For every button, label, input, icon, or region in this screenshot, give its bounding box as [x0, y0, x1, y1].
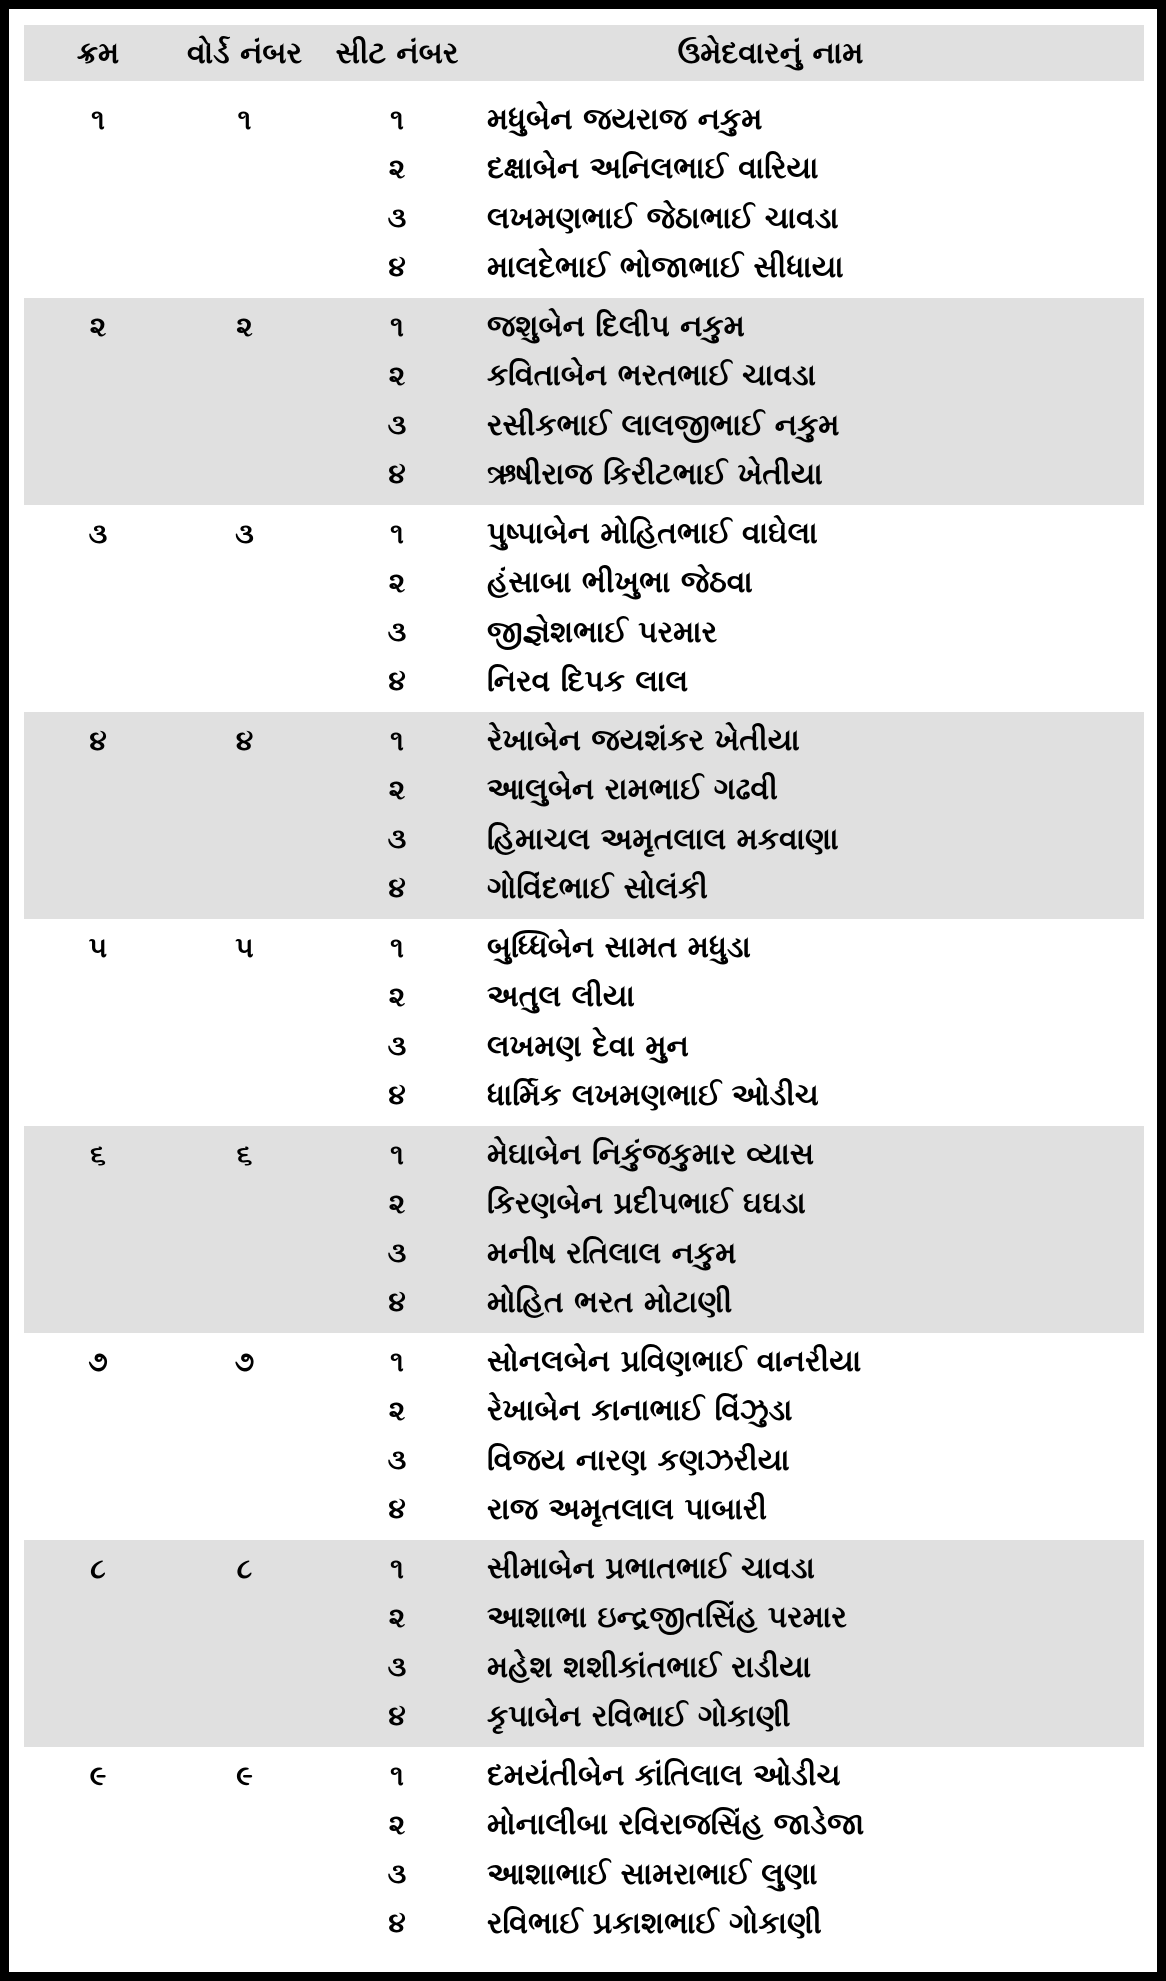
table-row	[317, 558, 1144, 607]
candidate-name: સીમાબેન પ્રભાતભાઈ ચાવડા	[487, 1551, 815, 1587]
table-header	[24, 25, 1144, 81]
candidate-name: મોહિત ભરત મોટાણી	[487, 1284, 733, 1320]
candidate-name: હિમાચલ અમૃતલાલ મકવાણા	[487, 821, 839, 857]
ward-number: ૬	[236, 1138, 253, 1171]
table-row	[317, 972, 1144, 1021]
ward-group	[24, 712, 1144, 919]
ward-number: ૨	[236, 310, 253, 343]
header-serial: ક્રમ	[76, 35, 120, 71]
table-row	[317, 1179, 1144, 1228]
table-row	[317, 1229, 1144, 1278]
ward-number: ૭	[234, 1345, 255, 1378]
serial-number: ૪	[89, 724, 107, 757]
table-row	[317, 815, 1144, 864]
candidate-name: હંસાબા ભીખુભા જેઠવા	[487, 565, 753, 601]
serial-number: ૫	[88, 931, 108, 964]
candidate-name: કૃપાબેન રવિભાઈ ગોકાણી	[487, 1698, 791, 1734]
seat-number: ૧	[390, 309, 404, 343]
serial-number: ૨	[89, 310, 107, 343]
candidate-name: રેખાબેન કાનાભાઈ વિંઝુડા	[487, 1393, 793, 1429]
seat-number: ૩	[387, 201, 407, 235]
seat-number: ૩	[387, 822, 407, 856]
seat-number: ૪	[388, 1285, 406, 1319]
candidate-name: મનીષ રતિલાલ નકુમ	[487, 1235, 737, 1271]
seat-number: ૧	[390, 1137, 404, 1171]
candidate-name: મોનાલીબા રવિરાજસિંહ જાડેજા	[487, 1807, 865, 1843]
candidate-name: દક્ષાબેન અનિલભાઈ વારિયા	[487, 151, 819, 187]
table-row	[317, 1643, 1144, 1692]
candidate-table	[24, 25, 1144, 1954]
candidate-name: કવિતાબેન ભરતભાઈ ચાવડા	[487, 358, 816, 394]
candidate-name: મેઘાબેન નિકુંજકુમાર વ્યાસ	[487, 1137, 815, 1173]
seat-number: ૨	[388, 1600, 406, 1634]
seat-number: ૩	[387, 1650, 407, 1684]
ward-group	[24, 1540, 1144, 1747]
seat-number: ૩	[387, 408, 407, 442]
header-seat-number: સીટ નંબર	[335, 35, 459, 71]
candidate-name: ધાર્મિક લખમણભાઈ ઓડીચ	[487, 1077, 819, 1113]
ward-number: ૧	[237, 103, 252, 136]
table-row	[317, 657, 1144, 706]
candidate-name: રેખાબેન જયશંકર ખેતીયા	[487, 723, 800, 759]
table-row	[317, 1593, 1144, 1642]
ward-number: ૯	[236, 1759, 253, 1792]
seat-number: ૪	[388, 1078, 406, 1112]
ward-number: ૮	[236, 1552, 253, 1585]
candidate-name: આશાભા ઇન્દ્રજીતસિંહ પરમાર	[487, 1600, 847, 1636]
candidate-name: રાજ અમૃતલાલ પાબારી	[487, 1491, 767, 1527]
candidate-name: કિરણબેન પ્રદીપભાઈ ઘઘડા	[487, 1186, 806, 1222]
table-row	[317, 1071, 1144, 1120]
seat-number: ૪	[388, 871, 406, 905]
seat-number: ૩	[387, 1029, 407, 1063]
seat-number: ૩	[387, 1857, 407, 1891]
candidate-name: જીજ્ઞેશભાઈ પરમાર	[487, 614, 718, 650]
serial-number: ૭	[88, 1345, 108, 1378]
seat-number: ૨	[388, 1186, 406, 1220]
candidate-name: આલુબેન રામભાઈ ગઢવી	[487, 772, 778, 808]
candidate-name: ઋષીરાજ કિરીટભાઈ ખેતીયા	[487, 456, 823, 492]
ward-number: ૪	[235, 724, 254, 757]
candidate-name: પુષ્પાબેન મોહિતભાઈ વાઘેલા	[487, 516, 818, 552]
seat-number: ૪	[388, 1699, 406, 1733]
seat-number: ૪	[388, 250, 406, 284]
serial-number: ૧	[91, 103, 105, 136]
candidate-name: લખમણ દેવા મુન	[487, 1028, 689, 1064]
table-row	[317, 1544, 1144, 1593]
seat-number: ૨	[388, 565, 406, 599]
seat-number: ૪	[388, 1492, 406, 1526]
seat-number: ૨	[388, 1807, 406, 1841]
seat-number: ૧	[390, 1344, 404, 1378]
table-row	[317, 1485, 1144, 1534]
table-row	[317, 144, 1144, 193]
serial-number: ૩	[88, 517, 108, 550]
candidate-name: અતુલ લીયા	[487, 979, 635, 1015]
seat-number: ૪	[388, 1906, 406, 1940]
table-row	[317, 716, 1144, 765]
table-row	[317, 1278, 1144, 1327]
candidate-name: મધુબેન જયરાજ નકુમ	[487, 102, 763, 138]
table-row	[317, 1692, 1144, 1741]
ward-group	[24, 298, 1144, 505]
candidate-name: ગોવિંદભાઈ સોલંકી	[487, 870, 708, 906]
table-row	[317, 95, 1144, 144]
seat-number: ૨	[388, 358, 406, 392]
table-row	[317, 765, 1144, 814]
seat-number: ૨	[388, 979, 406, 1013]
seat-number: ૩	[387, 1443, 407, 1477]
seat-number: ૧	[390, 102, 404, 136]
serial-number: ૮	[90, 1552, 106, 1585]
table-row	[317, 450, 1144, 499]
candidate-name: સોનલબેન પ્રવિણભાઈ વાનરીયા	[487, 1344, 862, 1380]
table-row	[317, 864, 1144, 913]
table-row	[317, 1130, 1144, 1179]
table-row	[317, 1899, 1144, 1948]
serial-number: ૯	[89, 1759, 107, 1792]
header-candidate-name: ઉમેદવારનું નામ	[677, 35, 864, 71]
candidate-name: જશુબેન દિલીપ નકુમ	[487, 309, 745, 345]
table-row	[317, 1436, 1144, 1485]
seat-number: ૩	[387, 1236, 407, 1270]
serial-number: ૬	[90, 1138, 106, 1171]
table-row	[317, 608, 1144, 657]
table-row	[317, 302, 1144, 351]
seat-number: ૩	[387, 615, 407, 649]
ward-group	[24, 919, 1144, 1126]
seat-number: ૪	[388, 457, 406, 491]
table-row	[317, 243, 1144, 292]
candidate-name: લખમણભાઈ જેઠાભાઈ ચાવડા	[487, 200, 839, 236]
ward-group	[24, 1747, 1144, 1954]
table-row	[317, 509, 1144, 558]
table-row	[317, 1022, 1144, 1071]
candidate-name: આશાભાઈ સામરાભાઈ લુણા	[487, 1856, 818, 1892]
seat-number: ૪	[388, 664, 406, 698]
seat-number: ૧	[390, 1758, 404, 1792]
seat-number: ૨	[388, 1393, 406, 1427]
table-row	[317, 1850, 1144, 1899]
seat-number: ૧	[390, 723, 404, 757]
candidate-name: મહેશ શશીકાંતભાઈ રાડીયા	[487, 1649, 812, 1685]
candidate-name: દમયંતીબેન કાંતિલાલ ઓડીચ	[487, 1758, 841, 1794]
seat-number: ૨	[388, 772, 406, 806]
candidate-name: રસીકભાઈ લાલજીભાઈ નકુમ	[487, 407, 840, 443]
ward-number: ૩	[235, 517, 254, 550]
ward-group	[24, 1333, 1144, 1540]
ward-group	[24, 505, 1144, 712]
table-row	[317, 1800, 1144, 1849]
candidate-name: વિજય નારણ કણઝરીયા	[487, 1442, 790, 1478]
candidate-name: માલદેભાઈ ભોજાભાઈ સીધાયા	[487, 249, 844, 285]
seat-number: ૨	[388, 151, 406, 185]
header-ward-number: વોર્ડ નંબર	[186, 35, 303, 71]
candidate-name: રવિભાઈ પ્રકાશભાઈ ગોકાણી	[487, 1905, 822, 1941]
seat-number: ૧	[390, 516, 404, 550]
table-row	[317, 923, 1144, 972]
table-row	[317, 1337, 1144, 1386]
table-row	[317, 401, 1144, 450]
ward-group	[24, 91, 1144, 298]
ward-group	[24, 1126, 1144, 1333]
candidate-name: નિરવ દિપક લાલ	[487, 663, 689, 699]
table-row	[317, 1386, 1144, 1435]
seat-number: ૧	[390, 1551, 404, 1585]
seat-number: ૧	[390, 930, 404, 964]
table-row	[317, 194, 1144, 243]
table-row	[317, 351, 1144, 400]
candidate-name: બુધ્ધિબેન સામત મધુડા	[487, 930, 751, 966]
table-row	[317, 1751, 1144, 1800]
ward-number: ૫	[235, 931, 254, 964]
